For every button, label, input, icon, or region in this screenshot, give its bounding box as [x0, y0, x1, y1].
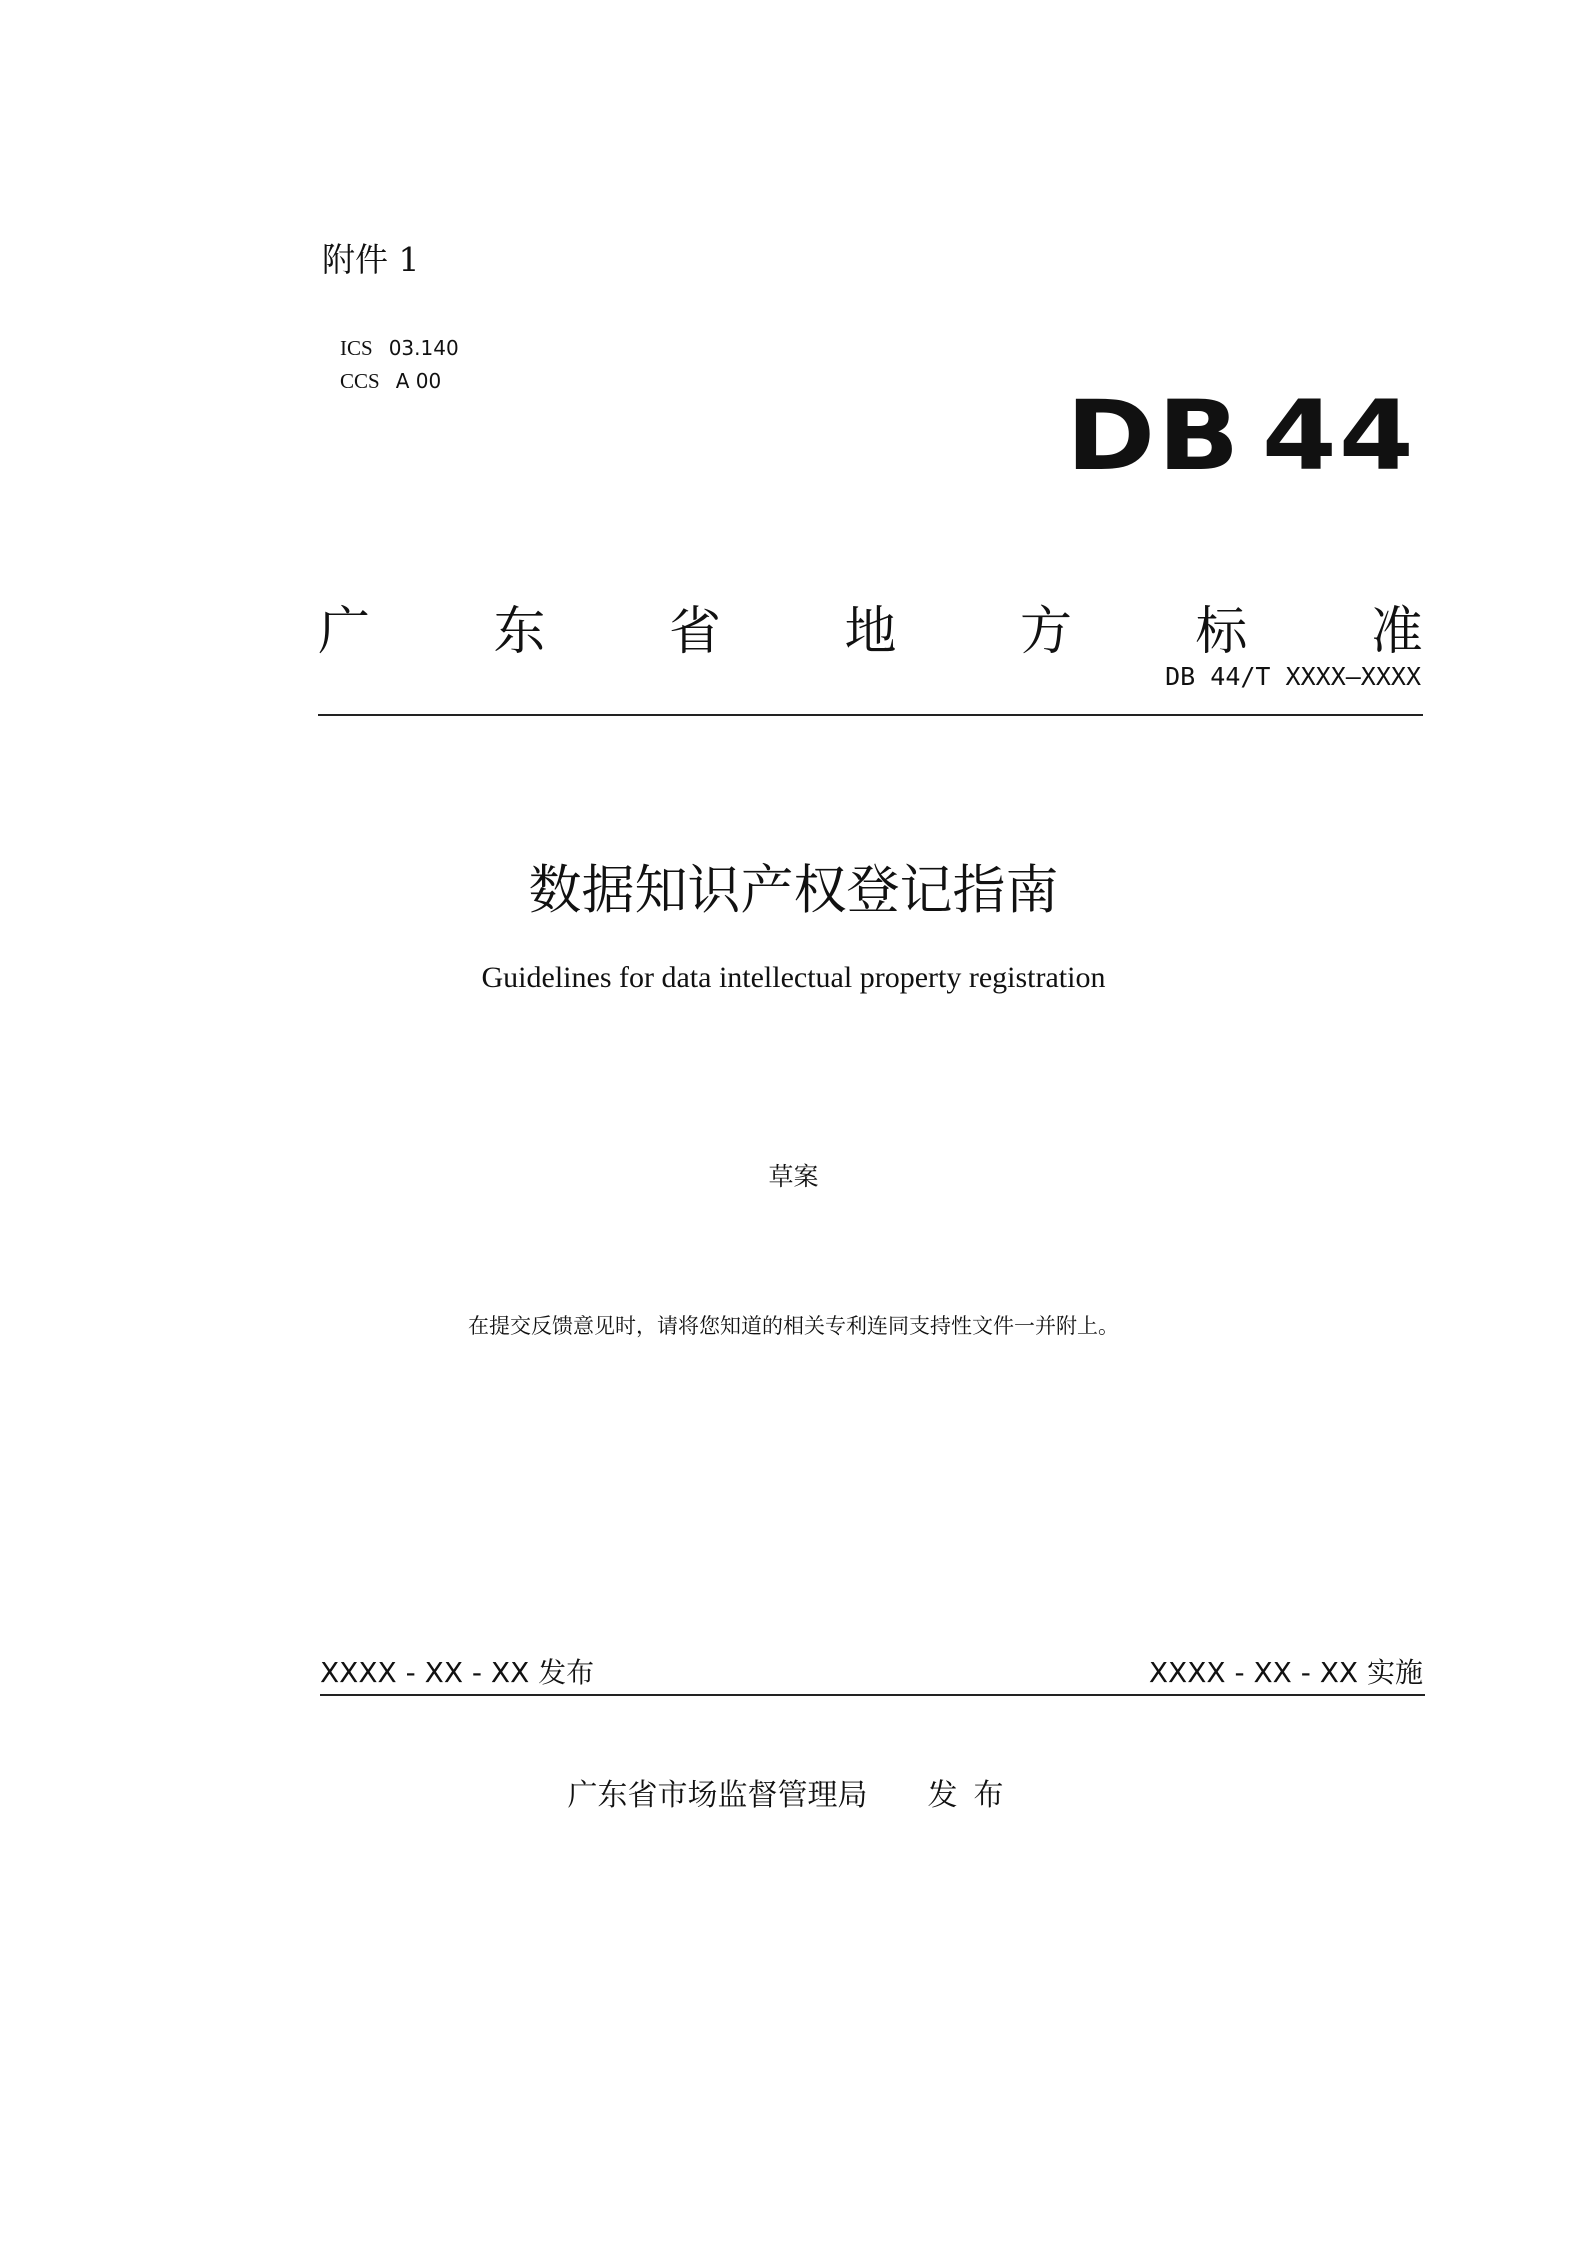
ics-label: ICS	[340, 336, 373, 360]
db-mark-letters: DB	[1066, 380, 1242, 492]
publish-date: XXXX - XX - XX 发布	[320, 1656, 595, 1689]
standard-title-char: 东	[493, 602, 546, 662]
standard-title-char: 广	[318, 602, 371, 662]
db-mark-number: 44	[1261, 380, 1416, 492]
bottom-divider	[320, 1694, 1425, 1696]
attachment-label: 附件 1	[322, 240, 420, 279]
ccs-code	[340, 368, 441, 394]
top-divider	[318, 714, 1423, 716]
ccs-label: CCS	[340, 369, 380, 393]
standard-title-char: 方	[1019, 602, 1072, 662]
standard-title-char: 标	[1195, 602, 1248, 662]
issuer-line	[0, 1778, 1587, 1814]
document-title: 数据知识产权登记指南	[528, 860, 1059, 921]
ics-value: 03.140	[388, 336, 459, 360]
standard-title-char: 地	[844, 602, 897, 662]
patent-notice: 在提交反馈意见时，请将您知道的相关专利连同支持性文件一并附上。	[468, 1314, 1119, 1338]
implement-date: XXXX - XX - XX 实施	[1148, 1656, 1423, 1689]
standard-title-char: 省	[668, 602, 721, 662]
standard-type-title	[318, 600, 1423, 664]
issuer-action: 发布	[927, 1778, 1020, 1813]
document-english-title: Guidelines for data intellectual property registration	[481, 961, 1106, 994]
draft-label: 草案	[768, 1162, 819, 1191]
standard-title-char: 准	[1370, 602, 1423, 662]
db44-mark	[1066, 380, 1416, 492]
ics-code	[340, 335, 459, 361]
ccs-value: A 00	[395, 369, 442, 393]
standard-number: DB 44/T XXXX—XXXX	[1165, 662, 1421, 691]
issuer-name: 广东省市场监督管理局	[567, 1778, 868, 1813]
